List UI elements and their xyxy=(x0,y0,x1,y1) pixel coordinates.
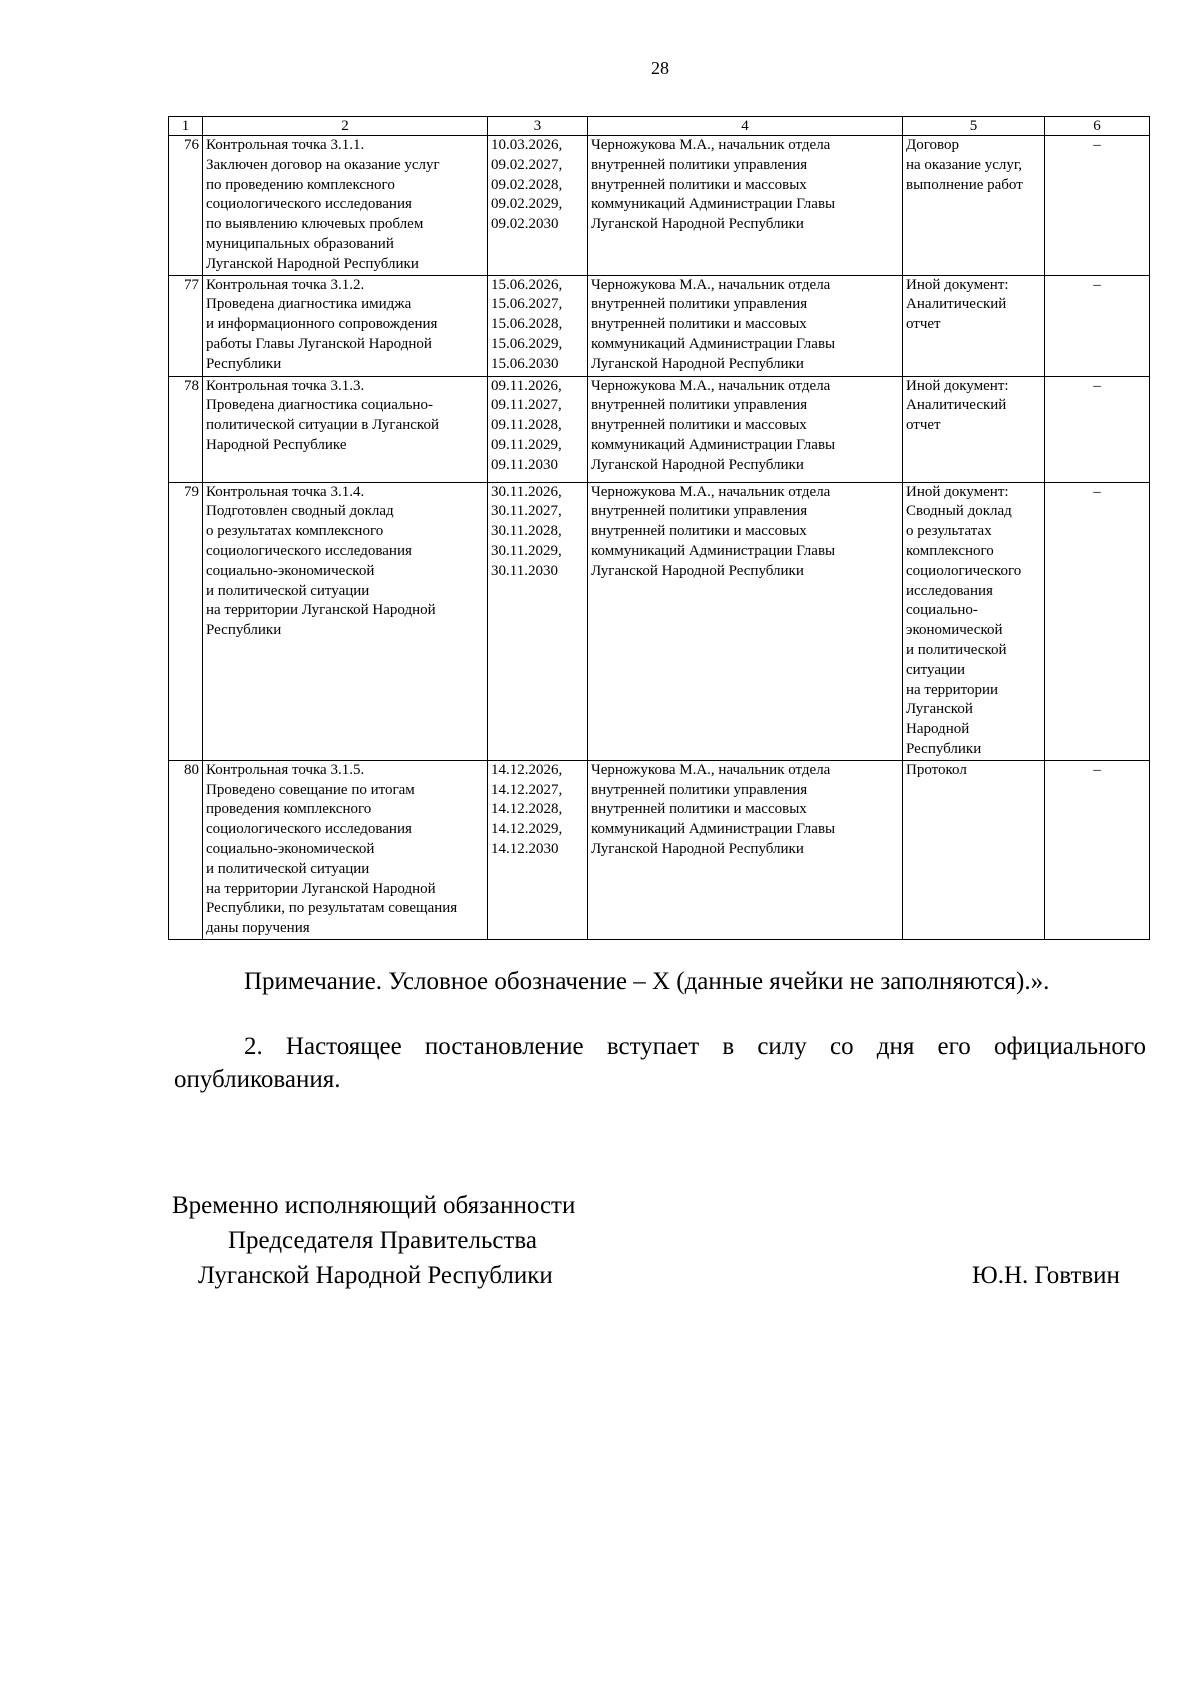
date-line: 09.11.2026, xyxy=(491,377,562,394)
dates-cell xyxy=(488,482,588,760)
signatory-title-line-3: Луганской Народной Республики xyxy=(198,1262,553,1289)
event-text-line: Проведена диагностика социально- xyxy=(206,397,433,414)
result-text-line: на оказание услуг, xyxy=(906,156,1023,173)
event-text-line: и политической ситуации xyxy=(206,860,370,877)
column-6-cell: – xyxy=(1045,482,1150,760)
event-text-line: социологического исследования xyxy=(206,821,412,838)
result-text-line: Луганской xyxy=(906,701,973,718)
responsible-text-line: Луганской Народной Республики xyxy=(591,216,804,233)
responsible-text-line: Черножукова М.А., начальник отдела xyxy=(591,276,831,293)
responsible-text-line: внутренней политики управления xyxy=(591,296,808,313)
event-text-line: Контрольная точка 3.1.2. xyxy=(206,276,365,293)
signatory-title-line-1: Временно исполняющий обязанности xyxy=(172,1192,576,1219)
event-text-line: социологического исследования xyxy=(206,542,412,559)
date-line: 15.06.2028, xyxy=(491,316,563,333)
result-cell xyxy=(903,482,1045,760)
event-text-line: Луганской Народной Республики xyxy=(206,255,419,272)
event-text-line: муниципальных образований xyxy=(206,235,394,252)
table-body xyxy=(169,136,1150,940)
responsible-text-line: внутренней политики и массовых xyxy=(591,316,807,333)
event-text-line: Республики xyxy=(206,622,282,639)
result-text-line: комплексного xyxy=(906,542,994,559)
date-line: 14.12.2027, xyxy=(491,781,563,798)
responsible-text-line: внутренней политики и массовых xyxy=(591,523,807,540)
result-text-line: Иной документ: xyxy=(906,483,1009,500)
result-text-line: Договор xyxy=(906,137,959,153)
event-text-line: Проведено совещание по итогам xyxy=(206,781,415,798)
event-text-line: Контрольная точка 3.1.4. xyxy=(206,483,365,500)
table-row xyxy=(169,482,1150,760)
event-text-line: даны поручения xyxy=(206,920,310,937)
responsible-cell xyxy=(588,376,903,482)
responsible-text-line: Луганской Народной Республики xyxy=(591,456,804,473)
table-row xyxy=(169,136,1150,276)
event-text-line: и информационного сопровождения xyxy=(206,316,438,333)
responsible-text-line: внутренней политики и массовых xyxy=(591,176,807,193)
result-text-line: и политической xyxy=(906,641,1007,658)
date-line: 09.02.2028, xyxy=(491,176,563,193)
event-text-line: по проведению комплексного xyxy=(206,176,395,193)
column-6-cell: – xyxy=(1045,760,1150,939)
event-text-line: Народной Республике xyxy=(206,436,347,453)
responsible-text-line: Черножукова М.А., начальник отдела xyxy=(591,761,831,778)
result-text-line: социологического xyxy=(906,562,1022,579)
responsible-text-line: внутренней политики управления xyxy=(591,156,808,173)
event-text-line: Республики, по результатам совещания xyxy=(206,900,458,917)
table-row xyxy=(169,275,1150,376)
result-text-line: Иной документ: xyxy=(906,377,1009,394)
responsible-text-line: Луганской Народной Республики xyxy=(591,562,804,579)
event-text-line: социально-экономической xyxy=(206,840,375,857)
signatory-title-line-2: Председателя Правительства xyxy=(228,1227,537,1254)
responsible-text-line: Луганской Народной Республики xyxy=(591,840,804,857)
result-text-line: Аналитический xyxy=(906,397,1007,414)
responsible-text-line: коммуникаций Администрации Главы xyxy=(591,196,836,213)
event-text-line: Контрольная точка 3.1.1. xyxy=(206,137,365,153)
control-points-table xyxy=(168,116,1150,940)
table-header-row xyxy=(169,117,1150,136)
result-text-line: экономической xyxy=(906,622,1003,639)
event-text-line: проведения комплексного xyxy=(206,801,372,818)
date-line: 14.12.2030 xyxy=(491,840,559,857)
result-text-line: социально- xyxy=(906,602,978,619)
date-line: 14.12.2026, xyxy=(491,761,563,778)
dates-cell xyxy=(488,136,588,276)
result-text-line: ситуации xyxy=(906,661,966,678)
event-cell xyxy=(203,760,488,939)
event-text-line: социально-экономической xyxy=(206,562,375,579)
result-text-line: Протокол xyxy=(906,761,967,778)
event-text-line: Подготовлен сводный доклад xyxy=(206,503,394,520)
date-line: 15.06.2029, xyxy=(491,335,563,352)
responsible-text-line: внутренней политики управления xyxy=(591,397,808,414)
result-text-line: исследования xyxy=(906,582,993,599)
table-row xyxy=(169,376,1150,482)
result-text-line: отчет xyxy=(906,316,941,333)
result-text-line: на территории xyxy=(906,681,999,698)
column-header: 6 xyxy=(1045,117,1150,136)
date-line: 09.02.2027, xyxy=(491,156,563,173)
date-line: 09.02.2029, xyxy=(491,196,563,213)
result-cell xyxy=(903,275,1045,376)
event-text-line: Контрольная точка 3.1.5. xyxy=(206,761,365,778)
event-cell xyxy=(203,376,488,482)
event-text-line: по выявлению ключевых проблем xyxy=(206,216,424,233)
row-number-cell: 80 xyxy=(169,760,203,939)
date-line: 09.11.2030 xyxy=(491,456,558,473)
event-cell xyxy=(203,136,488,276)
column-header: 5 xyxy=(903,117,1045,136)
date-line: 30.11.2029, xyxy=(491,542,562,559)
date-line: 09.11.2029, xyxy=(491,436,562,453)
result-text-line: Народной xyxy=(906,721,970,738)
responsible-text-line: коммуникаций Администрации Главы xyxy=(591,335,836,352)
page-number: 28 xyxy=(651,58,669,78)
event-text-line: на территории Луганской Народной xyxy=(206,602,436,619)
result-text-line: о результатах xyxy=(906,523,992,540)
date-line: 15.06.2026, xyxy=(491,276,563,293)
dates-cell xyxy=(488,275,588,376)
table-note: Примечание. Условное обозначение – Х (данные ячейки не заполняются).». xyxy=(244,968,1050,995)
responsible-text-line: внутренней политики управления xyxy=(591,503,808,520)
result-text-line: выполнение работ xyxy=(906,176,1023,193)
event-cell xyxy=(203,275,488,376)
responsible-text-line: внутренней политики управления xyxy=(591,781,808,798)
row-number-cell: 77 xyxy=(169,275,203,376)
date-line: 09.11.2028, xyxy=(491,417,562,434)
column-6-cell: – xyxy=(1045,275,1150,376)
responsible-text-line: коммуникаций Администрации Главы xyxy=(591,821,836,838)
column-6-cell: – xyxy=(1045,136,1150,276)
table-row xyxy=(169,760,1150,939)
responsible-cell xyxy=(588,482,903,760)
responsible-text-line: коммуникаций Администрации Главы xyxy=(591,542,836,559)
date-line: 30.11.2027, xyxy=(491,503,562,520)
date-line: 30.11.2030 xyxy=(491,562,558,579)
column-6-cell: – xyxy=(1045,376,1150,482)
responsible-text-line: внутренней политики и массовых xyxy=(591,417,807,434)
date-line: 14.12.2028, xyxy=(491,801,563,818)
column-header: 4 xyxy=(588,117,903,136)
event-text-line: социологического исследования xyxy=(206,196,412,213)
responsible-text-line: внутренней политики и массовых xyxy=(591,801,807,818)
column-header: 2 xyxy=(203,117,488,136)
event-cell xyxy=(203,482,488,760)
date-line: 30.11.2026, xyxy=(491,483,562,500)
result-text-line: отчет xyxy=(906,417,941,434)
date-line: 09.02.2030 xyxy=(491,216,559,233)
event-text-line: политической ситуации в Луганской xyxy=(206,417,439,434)
date-line: 30.11.2028, xyxy=(491,523,562,540)
result-cell xyxy=(903,136,1045,276)
responsible-cell xyxy=(588,760,903,939)
result-cell xyxy=(903,760,1045,939)
result-text-line: Республики xyxy=(906,740,982,757)
dates-cell xyxy=(488,376,588,482)
responsible-cell xyxy=(588,136,903,276)
signatory-name: Ю.Н. Говтвин xyxy=(972,1262,1120,1289)
date-line: 09.11.2027, xyxy=(491,397,562,414)
event-text-line: работы Главы Луганской Народной xyxy=(206,335,432,352)
date-line: 15.06.2030 xyxy=(491,355,559,372)
responsible-text-line: Черножукова М.А., начальник отдела xyxy=(591,483,831,500)
result-cell xyxy=(903,376,1045,482)
result-text-line: Иной документ: xyxy=(906,276,1009,293)
responsible-cell xyxy=(588,275,903,376)
column-header: 3 xyxy=(488,117,588,136)
event-text-line: Проведена диагностика имиджа xyxy=(206,296,412,313)
event-text-line: на территории Луганской Народной xyxy=(206,880,436,897)
date-line: 15.06.2027, xyxy=(491,296,563,313)
responsible-text-line: коммуникаций Администрации Главы xyxy=(591,436,836,453)
event-text-line: Республики xyxy=(206,355,282,372)
result-text-line: Аналитический xyxy=(906,296,1007,313)
row-number-cell: 76 xyxy=(169,136,203,276)
event-text-line: о результатах комплексного xyxy=(206,523,384,540)
row-number-cell: 79 xyxy=(169,482,203,760)
responsible-text-line: Черножукова М.А., начальник отдела xyxy=(591,377,831,394)
event-text-line: и политической ситуации xyxy=(206,582,370,599)
event-text-line: Заключен договор на оказание услуг xyxy=(206,156,440,173)
row-number-cell: 78 xyxy=(169,376,203,482)
dates-cell xyxy=(488,760,588,939)
responsible-text-line: Черножукова М.А., начальник отдела xyxy=(591,137,831,153)
effective-date-paragraph: 2. Настоящее постановление вступает в силу со дня его официального опубликования. xyxy=(174,1033,1146,1093)
column-header: 1 xyxy=(169,117,203,136)
event-text-line: Контрольная точка 3.1.3. xyxy=(206,377,365,394)
date-line: 10.03.2026, xyxy=(491,137,563,153)
date-line: 14.12.2029, xyxy=(491,821,563,838)
responsible-text-line: Луганской Народной Республики xyxy=(591,355,804,372)
result-text-line: Сводный доклад xyxy=(906,503,1012,520)
